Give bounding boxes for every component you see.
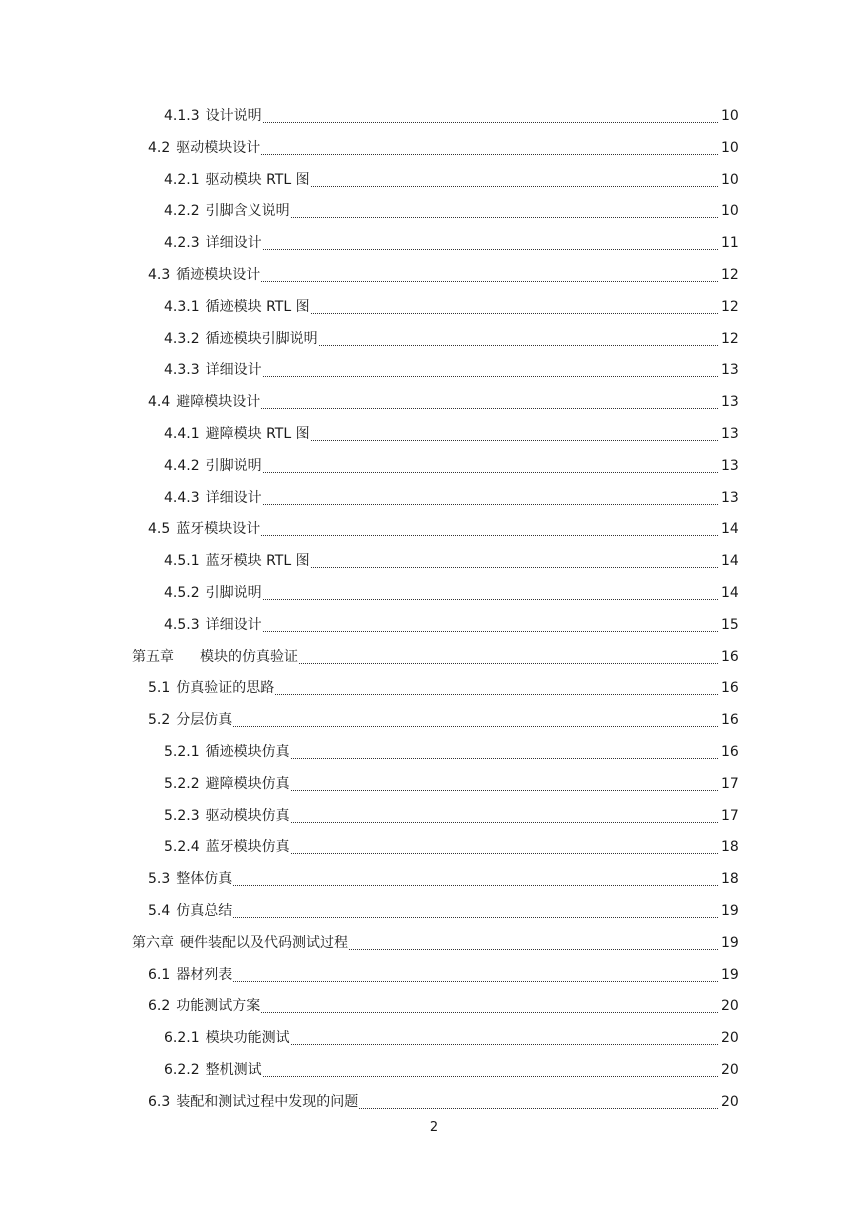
- toc-entry-title: 循迹模块仿真: [205, 744, 290, 760]
- toc-entry-title: 仿真总结: [176, 903, 233, 919]
- toc-entry-title: 模块的仿真验证: [200, 648, 298, 665]
- toc-entry-leader: [291, 821, 718, 823]
- toc-entry-page: 14: [721, 585, 739, 601]
- toc-entry-page: 10: [721, 203, 739, 220]
- toc-entry-number: 5.2.4: [164, 839, 200, 856]
- toc-entry-number: 4.4.1: [164, 426, 200, 442]
- toc-entry-page: 10: [721, 139, 739, 156]
- toc-entry-leader: [311, 312, 718, 314]
- toc-entry-leader: [291, 852, 718, 854]
- toc-entry-title: 功能测试方案: [176, 998, 261, 1015]
- toc-entry[interactable]: [164, 577, 737, 609]
- toc-entry-page: 13: [721, 426, 739, 442]
- toc-entry-number: 第六章: [132, 934, 174, 951]
- toc-entry-title: 循迹模块设计: [176, 267, 261, 283]
- toc-entry-page: 13: [721, 394, 739, 411]
- toc-entry-page: 16: [721, 712, 739, 729]
- toc-entry-number: 4.3.1: [164, 298, 200, 315]
- toc-entry-page: 19: [721, 903, 739, 919]
- toc-entry-page: 16: [721, 680, 739, 697]
- toc-entry-leader: [233, 884, 718, 886]
- toc-entry-number: 4.5.3: [164, 616, 200, 633]
- toc-entry-leader: [291, 757, 718, 759]
- toc-entry-number: 4.4: [148, 394, 171, 411]
- toc-entry[interactable]: [164, 100, 737, 132]
- toc-entry-title: 详细设计: [205, 235, 262, 252]
- toc-entry-page: 16: [721, 648, 739, 665]
- toc-entry-page: 20: [721, 1093, 739, 1110]
- toc-entry-leader: [349, 948, 718, 950]
- toc-entry-title: 装配和测试过程中发现的问题: [176, 1093, 359, 1110]
- toc-entry-page: 12: [721, 267, 739, 283]
- toc-entry-number: 6.3: [148, 1093, 171, 1110]
- toc-entry-page: 20: [721, 998, 739, 1015]
- toc-entry-leader: [261, 153, 718, 155]
- toc-entry-title: 驱动模块 RTL 图: [205, 171, 310, 188]
- toc-entry[interactable]: [164, 831, 737, 863]
- toc-entry-number: 6.2: [148, 998, 171, 1015]
- toc-entry-leader: [261, 407, 718, 409]
- toc-entry-title: 循迹模块引脚说明: [205, 330, 318, 347]
- toc-entry-number: 第五章: [132, 648, 174, 665]
- page-number: 2: [429, 1120, 439, 1135]
- toc-entry-number: 4.2: [148, 139, 171, 156]
- toc-entry-page: 13: [721, 489, 739, 506]
- toc-entry[interactable]: [164, 418, 737, 450]
- toc-entry-leader: [261, 1011, 718, 1013]
- toc-entry[interactable]: [164, 1022, 737, 1054]
- toc-entry-leader: [311, 566, 718, 568]
- toc-entry-leader: [291, 216, 718, 218]
- toc-entry-title: 详细设计: [205, 489, 262, 506]
- toc-entry-leader: [233, 980, 718, 982]
- toc-entry-leader: [299, 662, 718, 664]
- toc-entry-leader: [263, 471, 718, 473]
- toc-entry-title: 蓝牙模块 RTL 图: [205, 553, 310, 570]
- toc-entry-number: 5.2.3: [164, 807, 200, 824]
- toc-entry-title: 仿真验证的思路: [176, 680, 275, 697]
- toc-entry[interactable]: [164, 227, 737, 259]
- toc-entry-number: 5.1: [148, 680, 171, 697]
- toc-entry-number: 5.3: [148, 871, 171, 888]
- toc-entry-leader: [263, 121, 718, 123]
- toc-entry-number: 4.5.2: [164, 585, 200, 601]
- toc-entry[interactable]: [148, 513, 737, 545]
- toc-entry[interactable]: [164, 323, 737, 355]
- toc-entry[interactable]: [164, 768, 737, 800]
- toc-entry-title: 引脚说明: [205, 457, 262, 474]
- toc-entry-page: 20: [721, 1062, 739, 1078]
- toc-entry-leader: [263, 1075, 718, 1077]
- toc-entry-title: 蓝牙模块设计: [176, 521, 261, 538]
- toc-entry-page: 20: [721, 1030, 739, 1047]
- toc-entry[interactable]: [148, 1086, 737, 1118]
- toc-entry-title: 引脚说明: [205, 585, 262, 601]
- toc-entry-leader: [311, 185, 718, 187]
- toc-entry-title: 设计说明: [205, 108, 262, 124]
- toc-entry[interactable]: [164, 609, 737, 641]
- toc-entry-number: 4.3.2: [164, 330, 200, 347]
- toc-entry[interactable]: [164, 1054, 737, 1086]
- toc-entry[interactable]: [148, 990, 737, 1022]
- toc-entry-leader: [291, 1043, 718, 1045]
- toc-entry-title: 详细设计: [205, 616, 262, 633]
- toc-entry-title: 整机测试: [205, 1062, 262, 1078]
- toc-entry-leader: [263, 598, 718, 600]
- toc-entry-leader: [233, 725, 718, 727]
- toc-entry-title: 硬件装配以及代码测试过程: [180, 934, 348, 951]
- toc-entry-leader: [291, 789, 718, 791]
- toc-entry-number: 5.2.2: [164, 775, 200, 792]
- toc-entry-page: 16: [721, 744, 739, 760]
- toc-entry-leader: [263, 630, 718, 632]
- toc-entry-number: 5.2: [148, 712, 171, 729]
- toc-entry[interactable]: [148, 895, 737, 927]
- toc-entry-page: 10: [721, 171, 739, 188]
- toc-entry[interactable]: [148, 259, 737, 291]
- toc-entry-number: 5.4: [148, 903, 171, 919]
- toc-entry-number: 4.2.3: [164, 235, 200, 252]
- toc-entry-number: 4.4.2: [164, 457, 200, 474]
- toc-entry[interactable]: [148, 704, 737, 736]
- toc-entry-title: 模块功能测试: [205, 1030, 290, 1047]
- toc-entry-page: 11: [721, 235, 739, 252]
- toc-entry-page: 19: [721, 966, 739, 983]
- toc-entry-title: 蓝牙模块仿真: [205, 839, 290, 856]
- toc-entry-number: 4.2.2: [164, 203, 200, 220]
- toc-entry-title: 避障模块 RTL 图: [205, 426, 310, 442]
- toc-entry-page: 13: [721, 362, 739, 379]
- toc-entry-leader: [263, 503, 718, 505]
- toc-entry-page: 18: [721, 871, 739, 888]
- toc-entry[interactable]: [164, 164, 737, 196]
- toc-entry-page: 10: [721, 108, 739, 124]
- toc-entry-page: 13: [721, 457, 739, 474]
- toc-entry[interactable]: [164, 450, 737, 482]
- toc-entry[interactable]: [148, 959, 737, 991]
- toc-entry-title: 器材列表: [176, 966, 233, 983]
- toc-entry-leader: [359, 1107, 718, 1109]
- toc-entry-page: 18: [721, 839, 739, 856]
- toc-entry-leader: [311, 439, 718, 441]
- toc-entry-number: 4.4.3: [164, 489, 200, 506]
- toc-entry-leader: [275, 693, 718, 695]
- toc-entry[interactable]: [164, 800, 737, 832]
- toc-entry[interactable]: [164, 545, 737, 577]
- toc-entry-title: 避障模块设计: [176, 394, 261, 411]
- toc-entry[interactable]: [164, 354, 737, 386]
- toc-entry-leader: [263, 375, 718, 377]
- toc-entry-page: 14: [721, 521, 739, 538]
- toc-entry[interactable]: [148, 132, 737, 164]
- toc-entry[interactable]: [148, 863, 737, 895]
- toc-entry-title: 详细设计: [205, 362, 262, 379]
- toc-entry-leader: [263, 248, 718, 250]
- toc-entry-title: 避障模块仿真: [205, 775, 290, 792]
- toc-entry[interactable]: [132, 927, 737, 959]
- toc-entry-page: 15: [721, 616, 739, 633]
- toc-entry-title: 引脚含义说明: [205, 203, 290, 220]
- toc-entry-number: 6.2.1: [164, 1030, 200, 1047]
- toc-entry-number: 4.1.3: [164, 108, 200, 124]
- toc-entry-number: 5.2.1: [164, 744, 200, 760]
- toc-entry-page: 17: [721, 775, 739, 792]
- toc-entry[interactable]: [132, 641, 737, 673]
- toc-entry-leader: [261, 280, 718, 282]
- toc-entry-page: 14: [721, 553, 739, 570]
- toc-entry-number: 6.2.2: [164, 1062, 200, 1078]
- toc-entry[interactable]: [148, 386, 737, 418]
- toc-entry-title: 整体仿真: [176, 871, 233, 888]
- toc-entry-title: 分层仿真: [176, 712, 233, 729]
- toc-entry-number: 4.5.1: [164, 553, 200, 570]
- toc-entry-title: 驱动模块设计: [176, 139, 261, 156]
- toc-entry[interactable]: [164, 291, 737, 323]
- toc-entry-number: 4.3: [148, 267, 171, 283]
- toc-entry-number: 4.5: [148, 521, 171, 538]
- toc-entry-page: 12: [721, 298, 739, 315]
- toc-entry-leader: [261, 534, 718, 536]
- toc-entry-page: 12: [721, 330, 739, 347]
- toc-entry-number: 6.1: [148, 966, 171, 983]
- toc-entry-page: 19: [721, 934, 739, 951]
- toc-entry[interactable]: [164, 736, 737, 768]
- toc-entry-title: 驱动模块仿真: [205, 807, 290, 824]
- toc-entry[interactable]: [148, 672, 737, 704]
- toc-entry-number: 4.2.1: [164, 171, 200, 188]
- toc-entry[interactable]: [164, 195, 737, 227]
- toc-entry-page: 17: [721, 807, 739, 824]
- toc-entry[interactable]: [164, 482, 737, 514]
- toc-entry-number: 4.3.3: [164, 362, 200, 379]
- toc-entry-leader: [233, 916, 718, 918]
- toc-entry-leader: [319, 344, 718, 346]
- toc-entry-title: 循迹模块 RTL 图: [205, 298, 310, 315]
